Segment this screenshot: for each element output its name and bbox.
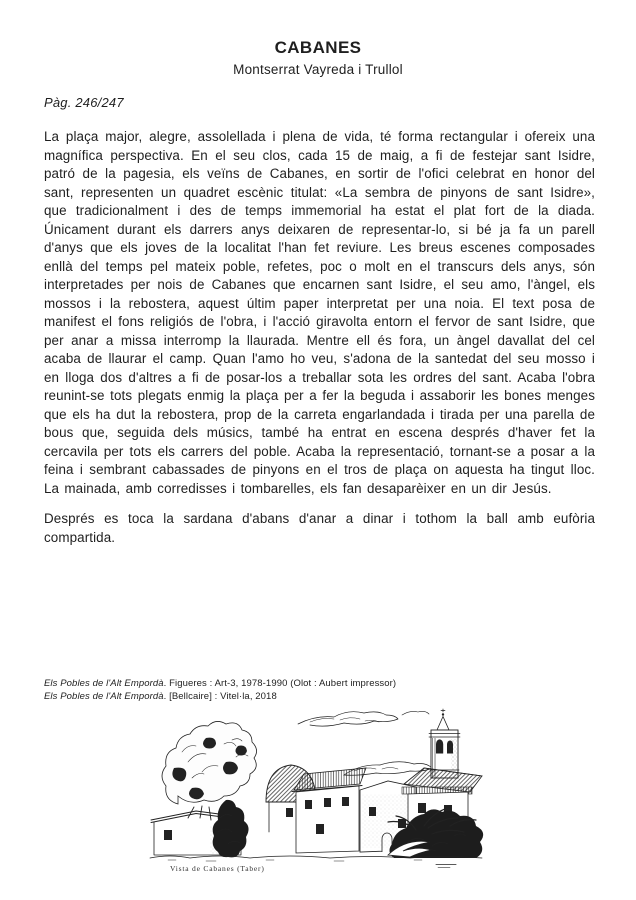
middle-house-sketch bbox=[292, 768, 366, 853]
ground-line bbox=[150, 856, 482, 861]
citation-rest: . [Bellcaire] : Vitel·la, 2018 bbox=[163, 691, 277, 702]
citation-line-2 bbox=[44, 690, 595, 703]
village-figure bbox=[148, 708, 508, 888]
page-title: CABANES bbox=[274, 38, 362, 57]
illustrator-signature-mark bbox=[436, 865, 456, 868]
citation-title: Els Pobles de l'Alt Empordà bbox=[44, 678, 164, 689]
body-text bbox=[44, 128, 595, 559]
large-tree-sketch bbox=[162, 721, 257, 820]
page-reference: Pàg. 246/247 bbox=[44, 95, 124, 110]
village-illustration bbox=[148, 708, 503, 873]
body-paragraph-2: Després es toca la sardana d'abans d'anar a dinar i tothom la ball amb eufòria compartida. bbox=[44, 511, 595, 545]
body-paragraph-1: La plaça major, alegre, assolellada i plena de vida, té forma rectangular i ofereix una magnífica perspectiva. En el seu clos, cada 15 de maig, a fi de festejar sant Isidre, patró de la pagesia, els veïns de Cabanes, en sortir de l'ofici celebrat en honor del sant, representen un quadret escènic titulat: «La sembra de pinyons de sant Isidre», que tradicionalment i des de temps immemorial ha estat el plat fort de la diada. Únicament durant els darrers anys deixaren de representar-lo, si bé ja fa un parell d'anys que els joves de la localitat l'han fet reviure. Les breus escenes composades enllà del temps pel mateix poble, refetes, poc o molt en el transcurs dels anys, són interpretades per nois de Cabanes que encarnen sant Isidre, el seu amo, l'àngel, els mossos i la rebostera, aquest últim paper interpretat per una noia. El text posa de manifest el fons religiós de l'obra, i l'acció giravolta entorn el fervor de sant Isidre, que per anar a missa interromp la llaurada. Mentre ell és fora, un àngel davallat del cel acaba de llaurar el camp. Quan l'amo ho veu, s'adona de la santedat del seu mosso i en lloga dos d'altres a fi de posar-los a treballar sota les ordres del sant. Acaba l'obra reunint-se tots plegats enmig la plaça per a fer la beguda i assaborir les bones menges que els ha dut la rebostera, prop de la carreta engarlandada i tirada per una parella de bous que, seguida dels músics, també ha entrat en escena després d'haver fet la cercavila per tots els carrers del poble. Acaba la representació, tornant-se a posar a la feina i sembrant cabassades de pinyons en el tros de plaça on aquesta ha tingut lloc. La mainada, amb corredisses i tombarelles, els fan desaparèixer en un dir Jesús. bbox=[44, 129, 595, 496]
document-header bbox=[0, 38, 636, 77]
citation-rest: . Figueres : Art-3, 1978-1990 (Olot : Aubert impressor) bbox=[163, 678, 397, 689]
foreground-bush-left bbox=[213, 800, 249, 858]
bibliography bbox=[44, 677, 595, 703]
author-line: Montserrat Vayreda i Trullol bbox=[233, 62, 403, 77]
figure-caption: Vista de Cabanes (Taber) bbox=[170, 864, 265, 873]
citation-title: Els Pobles de l'Alt Empordà bbox=[44, 691, 164, 702]
citation-line-1 bbox=[44, 677, 595, 690]
clouds-sketch bbox=[298, 711, 429, 726]
church-bell-tower bbox=[429, 709, 460, 778]
